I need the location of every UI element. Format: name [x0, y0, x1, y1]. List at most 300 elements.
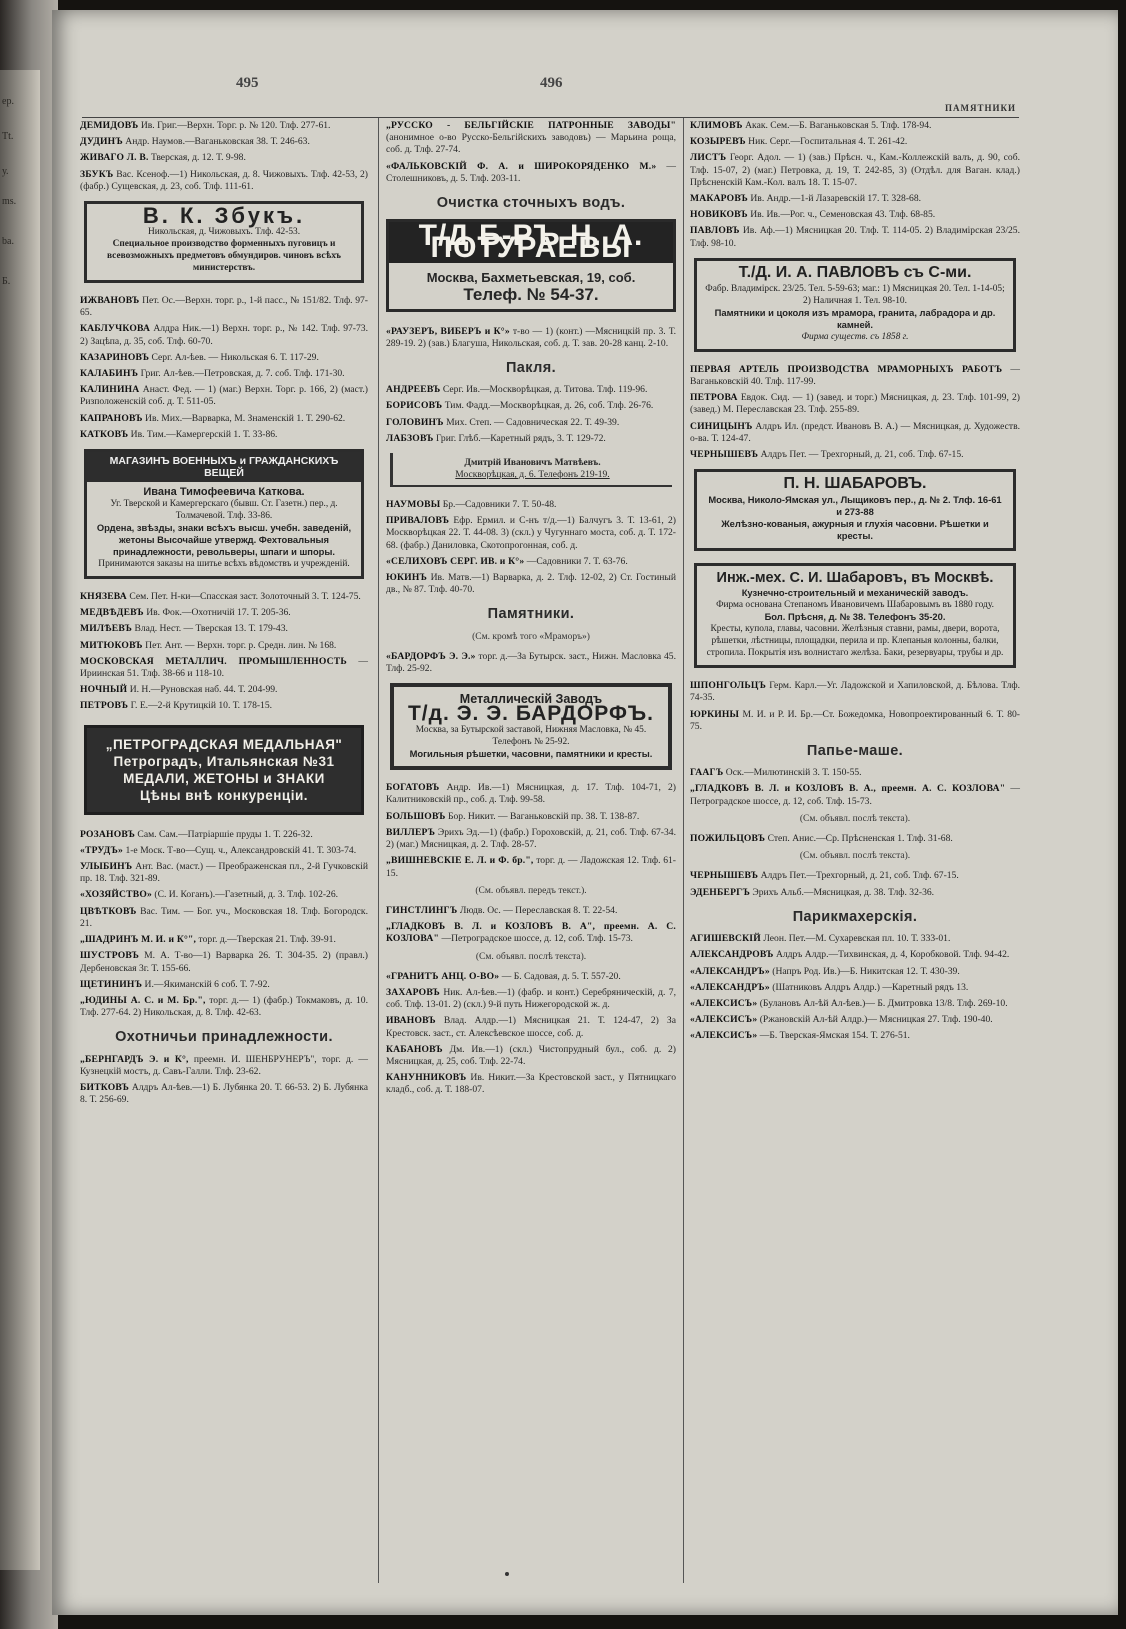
entry-name: „ГЛАДКОВЪ В. Л. и КОЗЛОВЪ В. А., преемн. А. С. КОЗЛОВА" [690, 783, 1006, 795]
entry-details: Сем. Пет. Н-ки—Спасская заст. Золоточный 3. Т. 124-75. [129, 591, 361, 603]
directory-entry [690, 966, 1020, 978]
directory-entry [80, 384, 368, 408]
previous-page-edge [0, 70, 40, 1570]
ad-address: Петроградъ, Итальянская №31 [113, 753, 335, 769]
directory-entry [386, 433, 676, 445]
cross-reference: (См. объявл. послѣ текста). [799, 851, 911, 862]
entry-name: ПРИВАЛОВЪ [386, 515, 450, 527]
entry-details: Эрихъ Эд.—1) (фабр.) Гороховскій, д. 21, соб. Тлф. 67-34. 2) (маг.) Мясницкая, д. 2. Тлф. 28-57. [386, 826, 676, 851]
ad-title: Дмитрій Ивановичъ Матвѣевъ. [464, 458, 601, 469]
entry-details: Алдръ Ил. (предст. Ивановъ В. А.) — Мясницкая, д. Художеств. о-ва. Т. 124-47. [690, 420, 1020, 444]
entry-details: Ив. Никит.—За Крестовской заст., у Пятницкаго кладб., соб. д. Т. 188-07. [386, 1072, 676, 1096]
entry-details: Григ. Ал-ѣев.—Петровская, д. 7. соб. Тлф. 171-30. [140, 368, 345, 380]
entry-details: Ив. Тим.—Камергерскій 1. Т. 33-86. [130, 428, 278, 440]
header-rule [82, 117, 1019, 118]
entry-name: „ШАДРИНЪ М. И. и К°", [80, 934, 197, 946]
directory-entry [690, 136, 1020, 148]
entry-name: ШУСТРОВЪ [80, 950, 139, 962]
ad-title: Т/Д Б-РЪ Н. А. ПОТУРАЕВЫ [389, 222, 673, 262]
entry-details: М. И. и Р. И. Бр.—Ст. Божедомка, Новопроектированный 6. Т. 80-75. [690, 708, 1020, 732]
entry-name: ГОЛОВИНЪ [386, 416, 444, 428]
entry-details: Пет. Ант. — Верхн. торг. р. Средн. лин. № 168. [145, 639, 337, 651]
entry-name: ПЕТРОВЪ [80, 700, 129, 712]
directory-entry [80, 623, 368, 635]
directory-entry [386, 1015, 676, 1039]
entry-name: КАБЛУЧКОВА [80, 323, 151, 335]
directory-entry [80, 120, 368, 132]
entry-details: Ив. Аф.—1) Мясницкая 20. Тлф. Т. 114-05. 2) Владимірская 23/25. Тлф. 98-10. [690, 225, 1020, 249]
ad-text: Памятники и цоколя изъ мрамора, гранита, лабрадора и др. камней. [714, 306, 996, 330]
entry-name: ЧЕРНЫШЕВЪ [690, 870, 759, 882]
entry-details: Ник. Ал-ѣев.—1) (фабр. и конт.) Серебряническій, д. 7, соб. Тлф. 13-01. 2) (скл.) 9-й путь Нижегородской ж. д. [386, 986, 676, 1011]
column-rule [378, 118, 379, 1583]
entry-name: ШПОНГОЛЬЦЪ [690, 680, 767, 692]
entry-name: БИТКОВЪ [80, 1081, 130, 1093]
entry-name: МИТЮКОВЪ [80, 639, 143, 651]
advertisement-katkov [84, 449, 364, 579]
entry-list [386, 971, 676, 1097]
entry-name: ДУДИНЪ [80, 136, 123, 148]
entry-name: ГААГЪ [690, 767, 724, 779]
column-3 [690, 120, 1020, 1047]
ad-text: Специальное производство форменныхъ пуговицъ и всевозможныхъ предметовъ обмундиров. чиновъ всѣхъ министерствъ. [107, 239, 341, 274]
entry-list [386, 782, 676, 879]
ad-address: Бол. Прѣсня, д. № 38. Телефонъ 35-20. [764, 611, 946, 623]
directory-entry [80, 889, 368, 901]
directory-entry [386, 384, 676, 396]
advertisement-bardorf [390, 683, 672, 770]
entry-details: Ив. Мих.—Варварка, М. Знаменскій 1. Т. 290-62. [145, 412, 346, 424]
entry-list [690, 933, 1020, 1042]
entry-details: Ив. Матв.—1) Варварка, д. 2. Тлф. 12-02, 2) Ст. Гостиный дв., № 87. Тлф. 40-70. [386, 572, 676, 596]
directory-entry [386, 161, 676, 185]
directory-entry [690, 833, 1020, 845]
directory-entry [80, 906, 368, 930]
cross-reference: (См. кромѣ того «Мраморъ») [472, 631, 590, 642]
entry-list [690, 680, 1020, 733]
directory-entry [386, 120, 676, 157]
ad-text: Кузнечно-строительный и механическій заводъ. [741, 587, 969, 599]
ad-text: Фирма существ. съ 1858 г. [801, 331, 909, 342]
entry-name: КАЛИНИНА [80, 384, 140, 396]
directory-entry [690, 680, 1020, 704]
entry-name: ВИЛЛЕРЪ [386, 826, 436, 838]
entry-name: КЛИМОВЪ [690, 120, 743, 131]
left-page-number: 495 [236, 75, 259, 91]
entry-details: Алдръ Ал-ѣев.—1) Б. Лубянка 20. Т. 66-53. 2) Б. Лубянка 8. Т. 256-69. [80, 1081, 368, 1106]
entry-name: ПАВЛОВЪ [690, 225, 740, 237]
entry-name: «РАУЗЕРЪ, ВИБЕРЪ и К°» [386, 325, 510, 337]
entry-list [386, 905, 676, 946]
cross-reference: (См. объявл. послѣ текста). [475, 951, 587, 962]
entry-name: МАКАРОВЪ [690, 193, 748, 205]
directory-entry [690, 120, 1020, 132]
directory-entry [80, 368, 368, 380]
directory-entry [80, 429, 368, 441]
entry-name: ЮКИНЪ [386, 572, 428, 584]
ad-address: Никольская, д. Чижовыхъ. Тлф. 42-53. [147, 227, 301, 238]
entry-list [386, 499, 676, 596]
advertisement-shabarov-engineer [694, 563, 1016, 668]
entry-name: КАПРАНОВЪ [80, 412, 143, 424]
entry-details: торг. д.— 1) (фабр.) Токмаковъ, д. 10. Тлф. 277-64. 2) Никольская, д. 8. Тлф. 42-63. [80, 994, 368, 1019]
entry-details: Герм. Карл.—Уг. Ладожской и Хапиловской, д. Бѣлова. Тлф. 74-35. [690, 680, 1020, 704]
directory-entry [80, 845, 368, 857]
entry-name: «ГРАНИТЪ АНЦ. О-ВО» [386, 970, 500, 982]
page-mark [505, 1572, 509, 1576]
directory-entry [690, 982, 1020, 994]
ad-title: МАГАЗИНЪ ВОЕННЫХЪ и ГРАЖДАНСКИХЪ ВЕЩЕЙ [87, 452, 361, 482]
entry-details: Ефр. Ермил. и С-нъ т/д.—1) Балчугъ 3. Т. 13-61, 2) Москворѣцкая 22. Т. 44-08. 3) (скл.) у Чугуннаго моста, соб. д. Т. 172-68. (фабр.) Даниловка, Скотопрогонная, соб. д. [386, 515, 676, 551]
entry-details: Эрихъ Альб.—Мясницкая, д. 38. Тлф. 32-36. [752, 886, 935, 898]
entry-name: ЖИВАГО Л. В. [80, 152, 149, 164]
directory-entry [386, 326, 676, 350]
ad-title: Инж.-мех. С. И. Шабаровъ, въ Москвѣ. [716, 570, 994, 587]
directory-entry [386, 905, 676, 917]
ad-title: Т./Д. И. А. ПАВЛОВЪ съ С-ми. [738, 263, 972, 281]
entry-name: «АЛЕКСИСЪ» [690, 997, 758, 1009]
section-heading: Охотничьи принадлежности. [115, 1029, 333, 1046]
entry-name: ГИНСТЛИНГЪ [386, 904, 458, 916]
directory-entry [80, 295, 368, 319]
entry-name: РОЗАНОВЪ [80, 828, 136, 840]
directory-entry [386, 651, 676, 675]
entry-details: т-во — 1) (конт.) —Мясницкій пр. 3. Т. 289-19. 2) (зав.) Благуша, Никольская, соб. д. Т. зав. 20-28 канц. 2-10. [386, 325, 676, 349]
entry-details: Алдръ Пет. — Трехгорный, д. 21, соб. Тлф. 67-15. [760, 449, 964, 461]
entry-details: (С. И. Коганъ).—Газетный, д. 3. Тлф. 102-26. [154, 889, 339, 901]
directory-entry [386, 515, 676, 552]
directory-entry [386, 827, 676, 851]
directory-entry [80, 413, 368, 425]
entry-name: БОЛЬШОВЪ [386, 810, 446, 822]
directory-entry [80, 1054, 368, 1078]
ad-name: Т/д. Э. Э. БАРДОРФЪ. [407, 702, 655, 726]
ad-address: Уг. Тверской и Камергерскаго (бывш. Ст. Газетн.) пер., д. Толмачевой. Тлф. 33-86. [110, 499, 338, 522]
directory-entry [690, 152, 1020, 189]
entry-list [690, 870, 1020, 898]
entry-details: Георг. Адол. — 1) (зав.) Прѣсн. ч., Кам.-Коллежскій валъ, д. 90, соб. Тлф. 15-07, 2) (маг.) Петровка, д. 19, Т. 242-85, 3) (Отдѣл. для Ваган. клад.) Прѣсненскій Кам.-Кол. валъ 18. Т. 15-07. [690, 152, 1020, 188]
column-2 [386, 120, 676, 1101]
entry-name: ЛИСТЪ [690, 152, 727, 164]
directory-entry [80, 607, 368, 619]
directory-entry [690, 870, 1020, 882]
ad-text: МЕДАЛИ, ЖЕТОНЫ и ЗНАКИ [123, 770, 325, 786]
entry-details: Бор. Никит. — Ваганьковскій пр. 38. Т. 138-87. [448, 810, 640, 822]
entry-name: ЧЕРНЫШЕВЪ [690, 449, 759, 461]
ad-text: Могильныя рѣшетки, часовни, памятники и кресты. [409, 748, 653, 760]
entry-name: БОРИСОВЪ [386, 400, 443, 412]
section-heading: Парикмахерскія. [792, 908, 918, 925]
entry-name: АНДРЕЕВЪ [386, 384, 441, 396]
entry-details: Тим. Фадд.—Москворѣцкая, д. 26, соб. Тлф. 26-76. [444, 400, 654, 412]
entry-details: Ник. Серг.—Госпитальная 4. Т. 261-42. [748, 136, 908, 148]
entry-details: Серг. Ив.—Москворѣцкая, д. Титова. Тлф. 119-96. [442, 384, 648, 396]
directory-entry [690, 767, 1020, 779]
entry-details: Евдок. Сид. — 1) (завед. и торг.) Мясницкая, д. 23. Тлф. 101-99, 2) (завед.) М. Переславская 23. Тлф. 255-89. [690, 392, 1021, 416]
ad-address: Фабр. Владимірск. 23/25. Тел. 5-59-63; маг.: 1) Мясницкая 20. Тел. 1-14-05; 2) Наличная 1. Тел. 98-10. [705, 283, 1005, 306]
entry-name: КАНУННИКОВЪ [386, 1072, 467, 1084]
advertisement-medal [84, 725, 364, 815]
directory-entry [80, 656, 368, 680]
section-heading: Папье-маше. [806, 743, 904, 760]
entry-details: (Булановъ Ал-ѣй Ал-ѣев.)— Б. Дмитровка 13/8. Тлф. 269-10. [759, 997, 1008, 1009]
entry-details: Ив. Григ.—Верхн. Торг. р. № 120. Тлф. 277-61. [140, 120, 331, 131]
edge-text: ep. [2, 96, 14, 107]
directory-entry [690, 364, 1020, 388]
entry-name: ИВАНОВЪ [386, 1015, 436, 1027]
directory-entry [386, 811, 676, 823]
ad-text: Желѣзно-кованыя, ажурныя и глухія часовни. Рѣшетки и кресты. [721, 518, 989, 542]
entry-details: торг. д.—За Бутырск. заст., Нижн. Масловка 45. Тлф. 25-92. [386, 650, 676, 675]
advertisement-matveev [390, 453, 672, 487]
directory-entry [386, 921, 676, 945]
entry-details: Ив. Ив.—Рог. ч., Семеновская 43. Тлф. 68-85. [750, 209, 936, 221]
entry-details: (анонимное о-во Русско-Бельгійскихъ заводовъ) — Марьина роща, соб. д. Тлф. 27-74. [386, 132, 676, 156]
entry-details: Андр. Ив.—1) Мясницкая, д. 17. Тлф. 104-71, 2) Калитниковскій пр., соб. д. Тлф. 99-58. [386, 782, 677, 806]
entry-details: 1-е Моск. Т-во—Сущ. ч., Александровскій 41. Т. 303-74. [125, 844, 357, 856]
entry-name: НАУМОВЫ [386, 499, 441, 511]
entry-name: КАЗАРИНОВЪ [80, 351, 150, 363]
directory-entry [80, 640, 368, 652]
directory-entry [80, 700, 368, 712]
entry-name: ЮРКИНЫ [690, 708, 740, 720]
directory-entry [80, 684, 368, 696]
ad-title: „ПЕТРОГРАДСКАЯ МЕДАЛЬНАЯ" [105, 736, 343, 752]
entry-details: (Напръ Род. Ив.)—Б. Никитская 12. Т. 430-39. [772, 965, 960, 977]
directory-entry [690, 933, 1020, 945]
ad-owner: Ивана Тимофеевича Каткова. [143, 486, 305, 499]
directory-entry [80, 934, 368, 946]
section-heading: Пакля. [505, 360, 557, 377]
entry-details: Оск.—Милютинскій 3. Т. 150-55. [725, 767, 862, 779]
directory-entry [690, 783, 1020, 807]
entry-details: —Садовники 7. Т. 63-76. [526, 555, 628, 567]
entry-name: «АЛЕКСИСЪ» [690, 1014, 758, 1026]
entry-details: — Ириинская 51. Тлф. 38-66 и 118-10. [80, 655, 368, 680]
ad-address: Москворѣцкая, д. 6. Телефонъ 219-19. [455, 470, 610, 481]
entry-list [80, 295, 368, 441]
entry-name: „ВИШНЕВСКІЕ Е. Л. и Ф. бр.", [386, 855, 534, 867]
entry-details: — Ваганьковскій 40. Тлф. 117-99. [690, 363, 1020, 388]
column-rule [683, 118, 684, 1583]
entry-details: торг. д.—Тверская 21. Тлф. 39-91. [198, 934, 336, 946]
directory-entry [80, 829, 368, 841]
entry-details: преемн. И. ШЕНБРУНЕРЪ", торг. д. — Кузнецкій мостъ, д. Савъ-Галли. Тлф. 23-62. [80, 1053, 369, 1077]
directory-entry [386, 855, 676, 879]
directory-entry [80, 136, 368, 148]
ad-title: Металлическій Заводъ [459, 692, 603, 707]
directory-entry [690, 887, 1020, 899]
directory-entry [80, 979, 368, 991]
directory-entry [690, 1030, 1020, 1042]
entry-list [386, 651, 676, 675]
entry-name: УЛЫБИНЪ [80, 861, 133, 873]
entry-name: МОСКОВСКАЯ МЕТАЛЛИЧ. ПРОМЫШЛЕННОСТЬ [80, 655, 347, 667]
entry-details: Вас. Тим. — Бог. уч., Московская 18. Тлф. Богородск. 21. [80, 905, 368, 929]
ad-title: В. К. Збукъ. [142, 203, 306, 229]
entry-name: КАБАНОВЪ [386, 1043, 443, 1055]
ad-text: Кресты, купола, главы, часовни. Желѣзныя ставни, рамы, двери, ворота, рѣшетки, лѣстницы, площадки, перила и пр. Клепаныя колонны, балки, стропила. Покрытія изъ волнистаго желѣза. Баки, резервуары, трубы и др. [706, 624, 1004, 659]
entry-name: «ХОЗЯЙСТВО» [80, 889, 152, 901]
entry-details: —Петроградское шоссе, д. 12, соб. Тлф. 15-73. [441, 933, 633, 945]
entry-name: КАТКОВЪ [80, 428, 129, 440]
right-page-number: 496 [540, 75, 563, 91]
ad-text: Ордена, звѣзды, знаки всѣхъ высш. учебн. заведеній, жетоны Высочайше утвержд. Фехтовальныя принадлежности, револьверы, шпаги и шпоры. [96, 522, 352, 558]
entry-details: Алдръ Пет.—Трехгорный, д. 21, соб. Тлф. 67-15. [760, 870, 959, 882]
edge-text: ba. [2, 236, 14, 247]
entry-details: Вас. Ксеноф.—1) Никольская, д. 8. Чижовыхъ. Тлф. 42-53, 2) (фабр.) Сущевская, д. 23, соб. Тлф. 111-61. [80, 168, 368, 192]
directory-entry [80, 591, 368, 603]
entry-list [690, 767, 1020, 808]
entry-list [80, 591, 368, 713]
directory-entry [690, 392, 1020, 416]
entry-name: ЩЕТИНИНЪ [80, 978, 143, 990]
entry-name: ЛАБЗОВЪ [386, 432, 434, 444]
entry-name: СИНИЦЫНЪ [690, 420, 753, 432]
entry-details: Мих. Степ. — Садовническая 22. Т. 49-39. [446, 416, 620, 428]
directory-entry [386, 417, 676, 429]
entry-list [80, 1054, 368, 1107]
ad-text: Фирма основана Степаномъ Ивановичемъ Шабаровымъ въ 1880 году. [716, 600, 994, 611]
entry-name: ДЕМИДОВЪ [80, 120, 139, 131]
ad-address: Москва, за Бутырской заставой, Нижняя Масловка, № 45. Телефонъ № 25-92. [415, 725, 647, 748]
ad-address: Москва, Бахметьевская, 19, соб. [426, 269, 636, 285]
entry-details: Влад. Нест. — Тверская 13. Т. 179-43. [134, 623, 288, 635]
entry-name: МИЛѢЕВЪ [80, 623, 133, 635]
entry-details: Григ. Глѣб.—Каретный рядъ, 3. Т. 129-72. [435, 432, 606, 444]
entry-details: Степ. Анис.—Ср. Прѣсненская 1. Тлф. 31-68. [767, 833, 953, 845]
directory-entry [80, 152, 368, 164]
entry-name: «ФАЛЬКОВСКІЙ Ф. А. и ШИРОКОРЯДЕНКО М.» [386, 160, 657, 172]
entry-name: ЭДЕНБЕРГЪ [690, 886, 751, 898]
entry-details: Ант. Вас. (маст.) — Преображенская пл., 2-й Гучковскій пр. 18. Тлф. 321-89. [80, 861, 368, 885]
directory-entry [690, 949, 1020, 961]
edge-text: Б. [2, 276, 11, 287]
advertisement-zbuk [84, 201, 364, 283]
entry-list [690, 364, 1020, 461]
entry-details: —Б. Тверская-Ямская 154. Т. 276-51. [759, 1030, 910, 1042]
directory-entry [386, 971, 676, 983]
entry-list [690, 833, 1020, 845]
entry-name: «БАРДОРФЪ Э. Э.» [386, 650, 476, 662]
entry-list [690, 120, 1020, 250]
entry-list [386, 120, 676, 185]
entry-details: Ив. Фок.—Охотничій 17. Т. 205-36. [146, 607, 291, 619]
directory-entry [690, 225, 1020, 249]
directory-entry [386, 499, 676, 511]
entry-list [80, 829, 368, 1020]
ad-phone: Телеф. № 54-37. [463, 284, 599, 304]
entry-details: Алдра Ник.—1) Верхн. торг. р., № 142. Тлф. 97-73. 2) Зацѣпа, д. 35, соб. Тлф. 60-70. [80, 323, 368, 347]
directory-entry [690, 449, 1020, 461]
entry-list [386, 326, 676, 350]
entry-name: ПОЖИЛЬЦОВЪ [690, 833, 766, 845]
entry-name: «АЛЕКСИСЪ» [690, 1030, 758, 1042]
edge-text: у. [2, 166, 9, 177]
directory-entry [80, 352, 368, 364]
entry-name: АЛЕКСАНДРОВЪ [690, 949, 774, 961]
cross-reference: (См. объявл. послѣ текста). [799, 813, 911, 824]
entry-name: «ТРУДЪ» [80, 844, 124, 856]
directory-entry [386, 782, 676, 806]
running-head: ПАМЯТНИКИ [944, 103, 1016, 113]
directory-entry [80, 169, 368, 193]
entry-details: Бр.—Садовники 7. Т. 50-48. [442, 499, 557, 511]
entry-details: Дм. Ив.—1) (скл.) Чистопрудный бул., соб. д. 2) Мясницкая, д. 25, соб. Тлф. 22-74. [386, 1043, 676, 1067]
entry-details: И.—Якиманскій 6 соб. Т. 7-92. [144, 978, 270, 990]
entry-name: ЗБУКЪ [80, 168, 114, 180]
directory-entry [386, 556, 676, 568]
entry-name: НОЧНЫЙ [80, 684, 128, 696]
entry-details: Андр. Наумов.—Ваганьковская 38. Т. 246-63. [125, 136, 310, 148]
directory-entry [386, 400, 676, 412]
ad-address: Москва, Николо-Ямская ул., Лыщиковъ пер., д. № 2. Тлф. 16-61 и 273-88 [708, 494, 1002, 518]
directory-entry [386, 572, 676, 596]
entry-details: —Столешниковъ, д. 5. Тлф. 203-11. [386, 160, 676, 184]
entry-details: (Ржановскій Ал-ѣй Алдр.)— Мясницкая 27. Тлф. 190-40. [759, 1014, 993, 1026]
entry-details: Акак. Сем.—Б. Ваганьковская 5. Тлф. 178-94. [745, 120, 932, 131]
entry-name: «АЛЕКСАНДРЪ» [690, 981, 770, 993]
entry-details: Людв. Ос. — Переславская 8. Т. 22-54. [459, 904, 618, 916]
entry-name: МЕДВѢДЕВЪ [80, 607, 144, 619]
entry-name: ПЕРВАЯ АРТЕЛЬ ПРОИЗВОДСТВА МРАМОРНЫХЪ РАБОТЪ [690, 363, 1003, 375]
directory-entry [690, 1014, 1020, 1026]
ad-text: Цѣны внѣ конкуренціи. [139, 787, 309, 803]
entry-list [80, 120, 368, 193]
entry-name: ПЕТРОВА [690, 392, 738, 404]
entry-details: Тверская, д. 12. Т. 9-98. [150, 152, 246, 164]
ad-text: Принимаются заказы на шитье всѣхъ вѣдомствъ и учрежденій. [98, 559, 350, 570]
directory-entry [80, 1082, 368, 1106]
entry-details: торг. д. — Ладожская 12. Тлф. 61-15. [386, 855, 676, 879]
entry-name: „БЕРНГАРДЪ Э. и К°, [80, 1053, 189, 1065]
entry-name: НОВИКОВЪ [690, 209, 748, 221]
advertisement-shabarov [694, 469, 1016, 551]
entry-list [386, 384, 676, 445]
entry-details: Влад. Алдр.—1) Мясницкая 21. Т. 124-47, 2) За Крестовск. заст., ст. Алексѣевское шоссе, соб. д. [386, 1015, 676, 1039]
entry-name: «СЕЛИХОВЪ СЕРГ. ИВ. и К°» [386, 555, 525, 567]
entry-name: КАЛАБИНЪ [80, 368, 139, 380]
column-1 [80, 120, 368, 1110]
book-spine [0, 0, 58, 1629]
entry-details: (Шатниковъ Алдръ Алдр.) —Каретный рядъ 13. [772, 981, 969, 993]
entry-name: АГИШЕВСКІЙ [690, 933, 761, 945]
entry-name: КНЯЗЕВА [80, 591, 127, 603]
directory-entry [80, 995, 368, 1019]
entry-name: КОЗЫРЕВЪ [690, 136, 746, 148]
directory-entry [80, 861, 368, 885]
entry-details: Ив. Андр.—1-й Лазаревскій 17. Т. 328-68. [750, 193, 922, 205]
directory-entry [690, 421, 1020, 445]
directory-entry [690, 998, 1020, 1010]
directory-entry [690, 209, 1020, 221]
entry-name: „ГЛАДКОВЪ В. Л. и КОЗЛОВЪ В. А", преемн. А. С. КОЗЛОВА" [386, 921, 676, 945]
entry-details: Леон. Пет.—М. Сухаревская пл. 10. Т. 333-01. [763, 933, 951, 945]
directory-entry [80, 950, 368, 974]
entry-name: ЗАХАРОВЪ [386, 986, 440, 998]
entry-details: Алдръ Алдр.—Тихвинская, д. 4, Коробковой. Тлф. 94-42. [775, 949, 1010, 961]
directory-entry [386, 987, 676, 1011]
section-heading: Очистка сточныхъ водъ. [436, 195, 626, 212]
advertisement-poturaevy [386, 219, 676, 311]
advertisement-pavlov [694, 258, 1016, 352]
entry-name: ЦВѢТКОВЪ [80, 905, 137, 917]
edge-text: Tt. [2, 131, 14, 142]
entry-details: Сам. Сам.—Патріаршіе пруды 1. Т. 226-32. [137, 828, 313, 840]
entry-details: И. Н.—Руновская наб. 44. Т. 204-99. [129, 684, 278, 696]
entry-details: Пет. Ос.—Верхн. торг. р., 1-й пасс., № 151/82. Тлф. 97-65. [80, 295, 368, 319]
cross-reference: (См. объявл. передъ текст.). [475, 885, 587, 896]
